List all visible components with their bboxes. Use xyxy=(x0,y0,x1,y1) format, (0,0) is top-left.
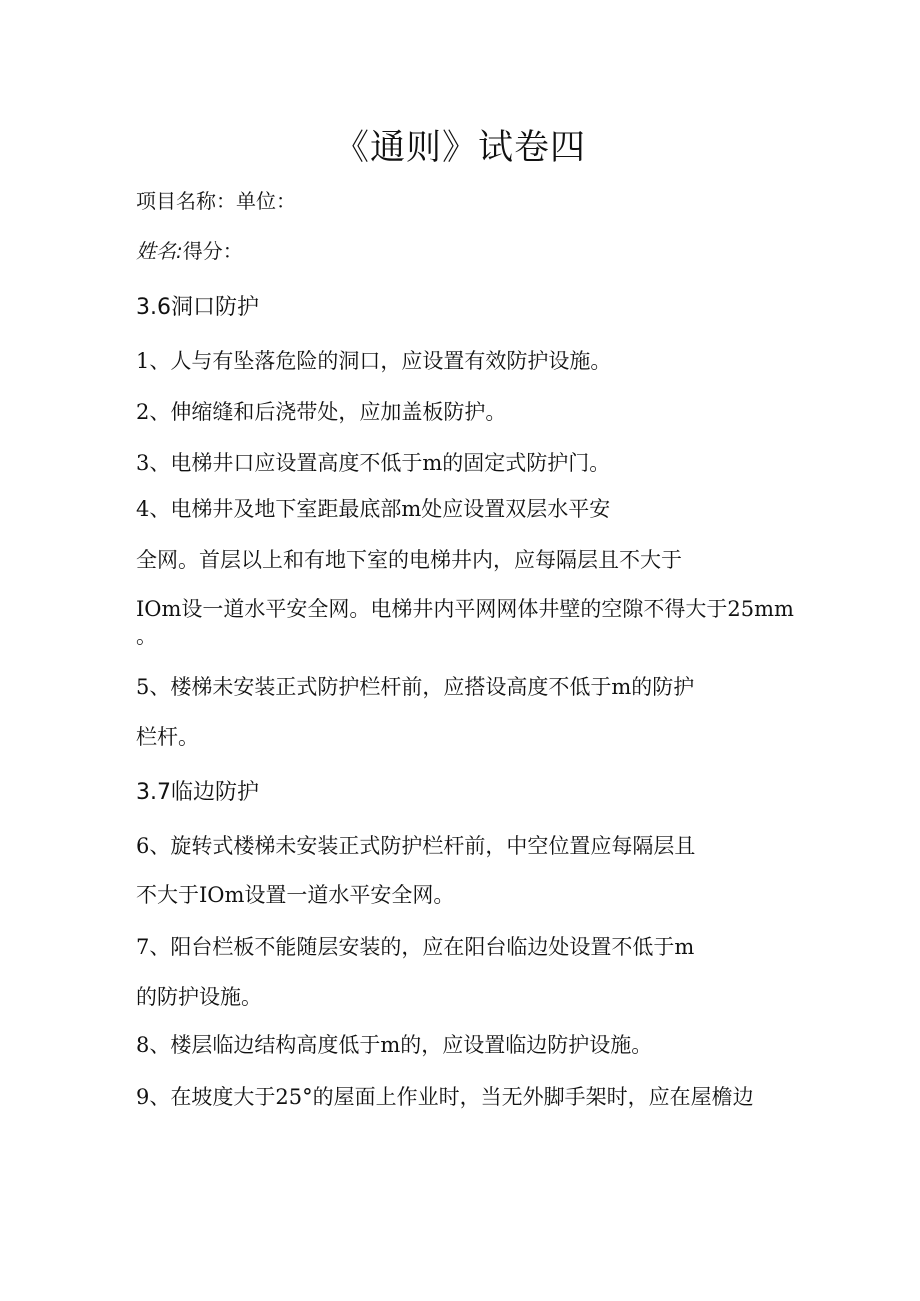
question-line: 的防护设施。 xyxy=(136,985,262,1009)
name-label: 姓名: xyxy=(136,239,183,263)
section-heading-3-7: 3.7临边防护 xyxy=(136,780,259,805)
question-line: 7、阳台栏板不能随层安装的，应在阳台临边处设置不低于m xyxy=(136,935,695,959)
question-line: IOm设一道水平安全网。电梯井内平网网体井壁的空隙不得大于25mm xyxy=(136,597,794,621)
question-line: 2、伸缩缝和后浇带处，应加盖板防护。 xyxy=(136,400,507,424)
question-line: 8、楼层临边结构高度低于m的，应设置临边防护设施。 xyxy=(136,1033,653,1057)
question-line: 全网。首层以上和有地下室的电梯井内，应每隔层且不大于 xyxy=(136,548,682,572)
question-line: 4、电梯井及地下室距最底部m处应设置双层水平安 xyxy=(136,497,611,521)
question-line: 不大于IOm设置一道水平安全网。 xyxy=(136,883,455,907)
question-line: 。 xyxy=(136,624,157,648)
score-label: 得分： xyxy=(182,239,243,263)
question-line: 5、楼梯未安装正式防护栏杆前，应搭设高度不低于m的防护 xyxy=(136,675,695,699)
project-unit-line: 项目名称：单位： xyxy=(136,189,296,213)
question-line: 3、电梯井口应设置高度不低于m的固定式防护门。 xyxy=(136,451,611,475)
question-line: 1、人与有坠落危险的洞口，应设置有效防护设施。 xyxy=(136,349,612,373)
question-line: 6、旋转式楼梯未安装正式防护栏杆前，中空位置应每隔层且 xyxy=(136,834,696,858)
document-title: 《通则》试卷四 xyxy=(333,128,586,168)
name-score-line xyxy=(136,236,243,266)
section-heading-3-6: 3.6洞口防护 xyxy=(136,295,259,320)
question-line: 栏杆。 xyxy=(136,725,199,749)
question-line: 9、在坡度大于25°的屋面上作业时，当无外脚手架时，应在屋檐边 xyxy=(136,1085,754,1109)
